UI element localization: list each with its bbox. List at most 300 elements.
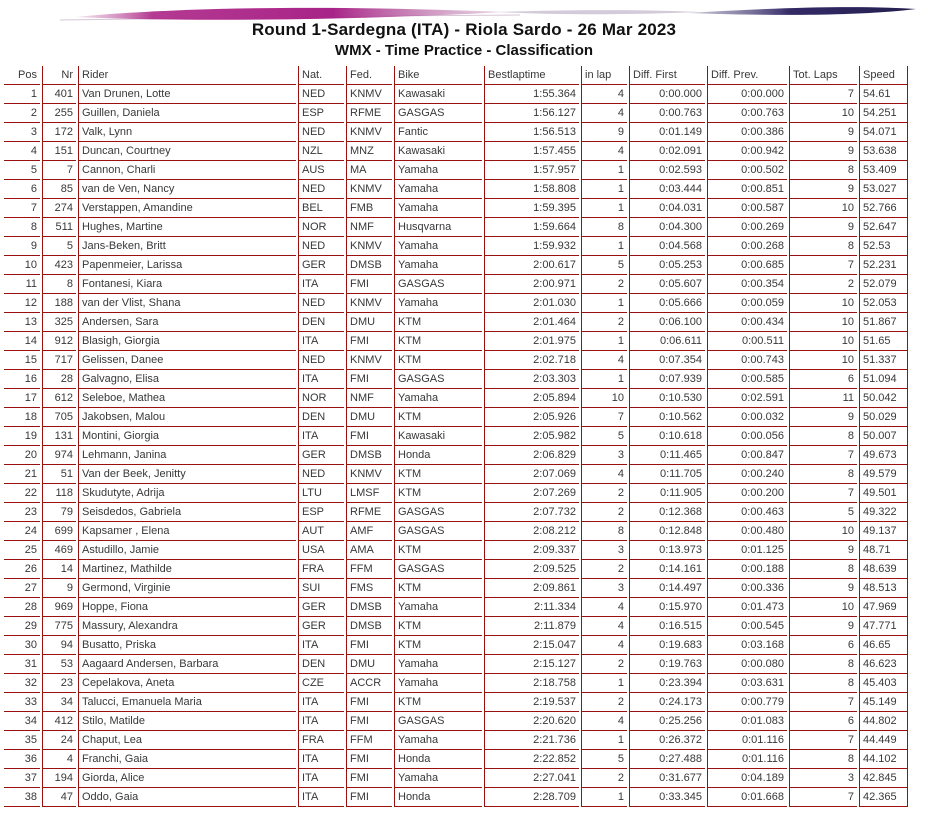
cell-diff-first: 0:16.515 bbox=[629, 617, 705, 636]
cell-nat: CZE bbox=[298, 674, 344, 693]
cell-pos: 36 bbox=[4, 750, 40, 769]
cell-tot-laps: 10 bbox=[789, 598, 857, 617]
cell-diff-prev: 0:00.188 bbox=[707, 560, 787, 579]
column-header-bestlaptime: Bestlaptime bbox=[484, 66, 579, 85]
cell-in-lap: 7 bbox=[581, 408, 627, 427]
column-header-diff-prev: Diff. Prev. bbox=[707, 66, 787, 85]
cell-in-lap: 4 bbox=[581, 598, 627, 617]
cell-rider: Gelissen, Danee bbox=[78, 351, 296, 370]
cell-speed: 54.071 bbox=[859, 123, 908, 142]
cell-speed: 51.094 bbox=[859, 370, 908, 389]
cell-pos: 27 bbox=[4, 579, 40, 598]
cell-tot-laps: 6 bbox=[789, 712, 857, 731]
cell-fed: AMF bbox=[346, 522, 392, 541]
cell-rider: Guillen, Daniela bbox=[78, 104, 296, 123]
cell-tot-laps: 9 bbox=[789, 218, 857, 237]
table-row bbox=[4, 199, 908, 218]
cell-tot-laps: 10 bbox=[789, 199, 857, 218]
cell-in-lap: 9 bbox=[581, 123, 627, 142]
cell-nat: NED bbox=[298, 85, 344, 104]
cell-speed: 52.079 bbox=[859, 275, 908, 294]
cell-bike: Kawasaki bbox=[394, 427, 482, 446]
table-row bbox=[4, 522, 908, 541]
column-header-speed: Speed bbox=[859, 66, 908, 85]
table-row bbox=[4, 598, 908, 617]
cell-nr: 118 bbox=[42, 484, 76, 503]
cell-nat: GER bbox=[298, 256, 344, 275]
cell-diff-first: 0:11.705 bbox=[629, 465, 705, 484]
cell-bike: KTM bbox=[394, 465, 482, 484]
cell-bike: KTM bbox=[394, 617, 482, 636]
cell-diff-first: 0:27.488 bbox=[629, 750, 705, 769]
cell-in-lap: 2 bbox=[581, 313, 627, 332]
cell-bike: KTM bbox=[394, 541, 482, 560]
cell-diff-prev: 0:00.779 bbox=[707, 693, 787, 712]
table-header-row bbox=[4, 66, 908, 85]
page-title: Round 1-Sardegna (ITA) - Riola Sardo - 26 Mar 2023 bbox=[251, 20, 677, 39]
cell-bestlaptime: 1:58.808 bbox=[484, 180, 579, 199]
cell-fed: FMI bbox=[346, 750, 392, 769]
cell-nr: 469 bbox=[42, 541, 76, 560]
cell-in-lap: 2 bbox=[581, 693, 627, 712]
cell-nr: 28 bbox=[42, 370, 76, 389]
cell-nr: 423 bbox=[42, 256, 76, 275]
cell-nat: ITA bbox=[298, 750, 344, 769]
cell-diff-prev: 0:00.685 bbox=[707, 256, 787, 275]
cell-bestlaptime: 1:57.957 bbox=[484, 161, 579, 180]
cell-nat: GER bbox=[298, 446, 344, 465]
cell-bike: GASGAS bbox=[394, 370, 482, 389]
cell-rider: Franchi, Gaia bbox=[78, 750, 296, 769]
table-row bbox=[4, 237, 908, 256]
cell-rider: Lehmann, Janina bbox=[78, 446, 296, 465]
cell-in-lap: 3 bbox=[581, 446, 627, 465]
cell-diff-first: 0:00.000 bbox=[629, 85, 705, 104]
cell-fed: FMI bbox=[346, 636, 392, 655]
cell-speed: 53.409 bbox=[859, 161, 908, 180]
column-header-diff-first: Diff. First bbox=[629, 66, 705, 85]
cell-bestlaptime: 2:06.829 bbox=[484, 446, 579, 465]
cell-tot-laps: 7 bbox=[789, 256, 857, 275]
cell-pos: 8 bbox=[4, 218, 40, 237]
cell-diff-prev: 0:00.386 bbox=[707, 123, 787, 142]
cell-bike: Fantic bbox=[394, 123, 482, 142]
cell-speed: 44.802 bbox=[859, 712, 908, 731]
cell-tot-laps: 9 bbox=[789, 180, 857, 199]
cell-in-lap: 2 bbox=[581, 560, 627, 579]
cell-diff-first: 0:19.683 bbox=[629, 636, 705, 655]
table-row bbox=[4, 427, 908, 446]
cell-nr: 172 bbox=[42, 123, 76, 142]
cell-in-lap: 4 bbox=[581, 712, 627, 731]
cell-in-lap: 8 bbox=[581, 218, 627, 237]
cell-fed: FMS bbox=[346, 579, 392, 598]
cell-diff-first: 0:26.372 bbox=[629, 731, 705, 750]
cell-nat: BEL bbox=[298, 199, 344, 218]
cell-rider: Martinez, Mathilde bbox=[78, 560, 296, 579]
cell-diff-prev: 0:00.434 bbox=[707, 313, 787, 332]
cell-nr: 255 bbox=[42, 104, 76, 123]
cell-bike: Kawasaki bbox=[394, 142, 482, 161]
cell-nr: 717 bbox=[42, 351, 76, 370]
cell-fed: DMSB bbox=[346, 446, 392, 465]
cell-diff-first: 0:10.530 bbox=[629, 389, 705, 408]
cell-pos: 6 bbox=[4, 180, 40, 199]
cell-nat: AUS bbox=[298, 161, 344, 180]
cell-nr: 4 bbox=[42, 750, 76, 769]
cell-bestlaptime: 2:18.758 bbox=[484, 674, 579, 693]
cell-fed: FMI bbox=[346, 693, 392, 712]
cell-speed: 48.639 bbox=[859, 560, 908, 579]
cell-bestlaptime: 1:59.664 bbox=[484, 218, 579, 237]
cell-rider: van der Vlist, Shana bbox=[78, 294, 296, 313]
classification-table bbox=[2, 66, 910, 807]
cell-diff-prev: 0:01.083 bbox=[707, 712, 787, 731]
cell-bike: KTM bbox=[394, 332, 482, 351]
cell-rider: Seleboe, Mathea bbox=[78, 389, 296, 408]
cell-bestlaptime: 2:01.030 bbox=[484, 294, 579, 313]
cell-in-lap: 8 bbox=[581, 522, 627, 541]
cell-bike: Yamaha bbox=[394, 161, 482, 180]
cell-nr: 24 bbox=[42, 731, 76, 750]
cell-bestlaptime: 2:08.212 bbox=[484, 522, 579, 541]
cell-bestlaptime: 2:01.975 bbox=[484, 332, 579, 351]
cell-tot-laps: 9 bbox=[789, 617, 857, 636]
cell-nr: 7 bbox=[42, 161, 76, 180]
table-row bbox=[4, 123, 908, 142]
cell-bestlaptime: 1:56.513 bbox=[484, 123, 579, 142]
cell-diff-first: 0:05.253 bbox=[629, 256, 705, 275]
cell-fed: KNMV bbox=[346, 237, 392, 256]
cell-tot-laps: 6 bbox=[789, 636, 857, 655]
cell-fed: FMB bbox=[346, 199, 392, 218]
cell-pos: 31 bbox=[4, 655, 40, 674]
table-head bbox=[4, 66, 908, 85]
cell-pos: 23 bbox=[4, 503, 40, 522]
cell-fed: FFM bbox=[346, 731, 392, 750]
cell-speed: 50.042 bbox=[859, 389, 908, 408]
cell-speed: 45.149 bbox=[859, 693, 908, 712]
cell-diff-first: 0:24.173 bbox=[629, 693, 705, 712]
table-row bbox=[4, 218, 908, 237]
cell-nr: 412 bbox=[42, 712, 76, 731]
cell-speed: 47.771 bbox=[859, 617, 908, 636]
cell-tot-laps: 11 bbox=[789, 389, 857, 408]
table-row bbox=[4, 465, 908, 484]
cell-fed: DMSB bbox=[346, 256, 392, 275]
cell-diff-prev: 0:00.200 bbox=[707, 484, 787, 503]
cell-pos: 30 bbox=[4, 636, 40, 655]
cell-speed: 52.231 bbox=[859, 256, 908, 275]
cell-bike: Honda bbox=[394, 750, 482, 769]
cell-diff-first: 0:15.970 bbox=[629, 598, 705, 617]
cell-rider: Aagaard Andersen, Barbara bbox=[78, 655, 296, 674]
cell-diff-first: 0:10.618 bbox=[629, 427, 705, 446]
cell-diff-first: 0:05.607 bbox=[629, 275, 705, 294]
cell-nr: 612 bbox=[42, 389, 76, 408]
cell-fed: FMI bbox=[346, 788, 392, 807]
cell-tot-laps: 8 bbox=[789, 674, 857, 693]
cell-nr: 969 bbox=[42, 598, 76, 617]
cell-fed: KNMV bbox=[346, 180, 392, 199]
cell-in-lap: 1 bbox=[581, 788, 627, 807]
cell-in-lap: 1 bbox=[581, 199, 627, 218]
cell-speed: 50.007 bbox=[859, 427, 908, 446]
cell-bike: Honda bbox=[394, 446, 482, 465]
cell-fed: FMI bbox=[346, 275, 392, 294]
cell-fed: LMSF bbox=[346, 484, 392, 503]
table-row bbox=[4, 85, 908, 104]
cell-nr: 85 bbox=[42, 180, 76, 199]
cell-bike: Yamaha bbox=[394, 199, 482, 218]
table-row bbox=[4, 731, 908, 750]
cell-in-lap: 4 bbox=[581, 142, 627, 161]
cell-nr: 699 bbox=[42, 522, 76, 541]
cell-nat: ESP bbox=[298, 503, 344, 522]
cell-rider: Germond, Virginie bbox=[78, 579, 296, 598]
cell-diff-first: 0:12.848 bbox=[629, 522, 705, 541]
cell-rider: Fontanesi, Kiara bbox=[78, 275, 296, 294]
cell-bike: KTM bbox=[394, 313, 482, 332]
cell-tot-laps: 8 bbox=[789, 560, 857, 579]
cell-tot-laps: 9 bbox=[789, 123, 857, 142]
cell-diff-prev: 0:01.125 bbox=[707, 541, 787, 560]
cell-diff-prev: 0:00.851 bbox=[707, 180, 787, 199]
cell-tot-laps: 7 bbox=[789, 85, 857, 104]
cell-pos: 15 bbox=[4, 351, 40, 370]
cell-bike: Honda bbox=[394, 788, 482, 807]
cell-nat: NED bbox=[298, 351, 344, 370]
cell-nr: 14 bbox=[42, 560, 76, 579]
cell-speed: 49.673 bbox=[859, 446, 908, 465]
cell-diff-prev: 0:00.587 bbox=[707, 199, 787, 218]
cell-bike: Yamaha bbox=[394, 674, 482, 693]
cell-nr: 8 bbox=[42, 275, 76, 294]
cell-diff-prev: 0:00.480 bbox=[707, 522, 787, 541]
cell-in-lap: 2 bbox=[581, 484, 627, 503]
column-header-bike: Bike bbox=[394, 66, 482, 85]
cell-tot-laps: 10 bbox=[789, 522, 857, 541]
cell-diff-first: 0:01.149 bbox=[629, 123, 705, 142]
cell-rider: Talucci, Emanuela Maria bbox=[78, 693, 296, 712]
cell-nat: ITA bbox=[298, 788, 344, 807]
cell-pos: 5 bbox=[4, 161, 40, 180]
cell-pos: 19 bbox=[4, 427, 40, 446]
cell-pos: 13 bbox=[4, 313, 40, 332]
cell-rider: Van Drunen, Lotte bbox=[78, 85, 296, 104]
cell-diff-prev: 0:00.502 bbox=[707, 161, 787, 180]
cell-bestlaptime: 1:59.932 bbox=[484, 237, 579, 256]
cell-in-lap: 2 bbox=[581, 503, 627, 522]
cell-pos: 29 bbox=[4, 617, 40, 636]
cell-rider: Seisdedos, Gabriela bbox=[78, 503, 296, 522]
cell-nr: 47 bbox=[42, 788, 76, 807]
cell-nr: 511 bbox=[42, 218, 76, 237]
cell-nat: ITA bbox=[298, 427, 344, 446]
cell-speed: 51.65 bbox=[859, 332, 908, 351]
cell-in-lap: 10 bbox=[581, 389, 627, 408]
cell-tot-laps: 2 bbox=[789, 275, 857, 294]
cell-fed: NMF bbox=[346, 218, 392, 237]
cell-in-lap: 1 bbox=[581, 370, 627, 389]
column-header-rider: Rider bbox=[78, 66, 296, 85]
cell-nat: NED bbox=[298, 180, 344, 199]
cell-nr: 9 bbox=[42, 579, 76, 598]
column-header-in-lap: in lap bbox=[581, 66, 627, 85]
cell-pos: 16 bbox=[4, 370, 40, 389]
cell-pos: 4 bbox=[4, 142, 40, 161]
cell-nat: NZL bbox=[298, 142, 344, 161]
cell-bestlaptime: 2:15.127 bbox=[484, 655, 579, 674]
cell-fed: FMI bbox=[346, 370, 392, 389]
cell-bestlaptime: 2:20.620 bbox=[484, 712, 579, 731]
cell-nr: 194 bbox=[42, 769, 76, 788]
cell-nat: NED bbox=[298, 123, 344, 142]
cell-bike: KTM bbox=[394, 484, 482, 503]
column-header-nat: Nat. bbox=[298, 66, 344, 85]
cell-speed: 47.969 bbox=[859, 598, 908, 617]
table-row bbox=[4, 788, 908, 807]
cell-diff-prev: 0:00.000 bbox=[707, 85, 787, 104]
cell-tot-laps: 9 bbox=[789, 408, 857, 427]
cell-nr: 79 bbox=[42, 503, 76, 522]
cell-tot-laps: 10 bbox=[789, 104, 857, 123]
cell-bestlaptime: 2:05.894 bbox=[484, 389, 579, 408]
cell-tot-laps: 9 bbox=[789, 541, 857, 560]
cell-in-lap: 1 bbox=[581, 731, 627, 750]
table-row bbox=[4, 712, 908, 731]
cell-fed: DMU bbox=[346, 655, 392, 674]
cell-pos: 1 bbox=[4, 85, 40, 104]
cell-diff-prev: 0:01.116 bbox=[707, 750, 787, 769]
cell-rider: Duncan, Courtney bbox=[78, 142, 296, 161]
cell-nat: NOR bbox=[298, 389, 344, 408]
cell-rider: Blasigh, Giorgia bbox=[78, 332, 296, 351]
cell-in-lap: 3 bbox=[581, 541, 627, 560]
cell-fed: FMI bbox=[346, 769, 392, 788]
table-row bbox=[4, 142, 908, 161]
cell-diff-prev: 0:00.545 bbox=[707, 617, 787, 636]
cell-rider: Stilo, Matilde bbox=[78, 712, 296, 731]
cell-in-lap: 4 bbox=[581, 85, 627, 104]
cell-nr: 775 bbox=[42, 617, 76, 636]
cell-fed: FMI bbox=[346, 712, 392, 731]
cell-rider: Papenmeier, Larissa bbox=[78, 256, 296, 275]
cell-bike: KTM bbox=[394, 408, 482, 427]
cell-diff-first: 0:04.568 bbox=[629, 237, 705, 256]
cell-in-lap: 3 bbox=[581, 579, 627, 598]
cell-diff-first: 0:04.031 bbox=[629, 199, 705, 218]
cell-bestlaptime: 2:09.525 bbox=[484, 560, 579, 579]
cell-bestlaptime: 2:15.047 bbox=[484, 636, 579, 655]
cell-bike: Yamaha bbox=[394, 237, 482, 256]
cell-in-lap: 4 bbox=[581, 465, 627, 484]
cell-nr: 188 bbox=[42, 294, 76, 313]
cell-diff-prev: 0:00.336 bbox=[707, 579, 787, 598]
cell-bike: Husqvarna bbox=[394, 218, 482, 237]
cell-in-lap: 1 bbox=[581, 180, 627, 199]
cell-nat: NOR bbox=[298, 218, 344, 237]
cell-bike: Yamaha bbox=[394, 598, 482, 617]
cell-pos: 24 bbox=[4, 522, 40, 541]
table-row bbox=[4, 389, 908, 408]
cell-diff-first: 0:13.973 bbox=[629, 541, 705, 560]
cell-nr: 53 bbox=[42, 655, 76, 674]
table-row bbox=[4, 769, 908, 788]
cell-rider: Galvagno, Elisa bbox=[78, 370, 296, 389]
cell-diff-first: 0:19.763 bbox=[629, 655, 705, 674]
cell-fed: ACCR bbox=[346, 674, 392, 693]
cell-bike: Kawasaki bbox=[394, 85, 482, 104]
cell-rider: Valk, Lynn bbox=[78, 123, 296, 142]
cell-nat: ITA bbox=[298, 693, 344, 712]
cell-pos: 37 bbox=[4, 769, 40, 788]
cell-pos: 7 bbox=[4, 199, 40, 218]
cell-nat: NED bbox=[298, 294, 344, 313]
cell-fed: MNZ bbox=[346, 142, 392, 161]
cell-bestlaptime: 2:05.926 bbox=[484, 408, 579, 427]
cell-pos: 9 bbox=[4, 237, 40, 256]
cell-nat: DEN bbox=[298, 313, 344, 332]
table-row bbox=[4, 750, 908, 769]
cell-diff-first: 0:23.394 bbox=[629, 674, 705, 693]
cell-tot-laps: 7 bbox=[789, 446, 857, 465]
cell-rider: Chaput, Lea bbox=[78, 731, 296, 750]
cell-diff-first: 0:10.562 bbox=[629, 408, 705, 427]
column-header-fed: Fed. bbox=[346, 66, 392, 85]
cell-diff-first: 0:05.666 bbox=[629, 294, 705, 313]
cell-fed: RFME bbox=[346, 503, 392, 522]
cell-diff-first: 0:00.763 bbox=[629, 104, 705, 123]
cell-diff-prev: 0:00.743 bbox=[707, 351, 787, 370]
cell-nat: NED bbox=[298, 465, 344, 484]
cell-diff-first: 0:02.091 bbox=[629, 142, 705, 161]
cell-nr: 34 bbox=[42, 693, 76, 712]
cell-speed: 49.322 bbox=[859, 503, 908, 522]
cell-nr: 274 bbox=[42, 199, 76, 218]
cell-bestlaptime: 2:03.303 bbox=[484, 370, 579, 389]
cell-bike: GASGAS bbox=[394, 104, 482, 123]
cell-rider: Oddo, Gaia bbox=[78, 788, 296, 807]
table-row bbox=[4, 161, 908, 180]
cell-nat: ITA bbox=[298, 370, 344, 389]
cell-speed: 49.579 bbox=[859, 465, 908, 484]
cell-nat: NED bbox=[298, 237, 344, 256]
cell-tot-laps: 6 bbox=[789, 370, 857, 389]
cell-speed: 49.137 bbox=[859, 522, 908, 541]
cell-nr: 325 bbox=[42, 313, 76, 332]
cell-speed: 45.403 bbox=[859, 674, 908, 693]
cell-pos: 2 bbox=[4, 104, 40, 123]
cell-bike: Yamaha bbox=[394, 180, 482, 199]
table-row bbox=[4, 294, 908, 313]
cell-pos: 12 bbox=[4, 294, 40, 313]
cell-rider: Montini, Giorgia bbox=[78, 427, 296, 446]
cell-tot-laps: 7 bbox=[789, 731, 857, 750]
cell-fed: KNMV bbox=[346, 85, 392, 104]
cell-rider: van de Ven, Nancy bbox=[78, 180, 296, 199]
cell-fed: DMSB bbox=[346, 617, 392, 636]
cell-diff-first: 0:03.444 bbox=[629, 180, 705, 199]
cell-diff-prev: 0:00.763 bbox=[707, 104, 787, 123]
cell-fed: KNMV bbox=[346, 123, 392, 142]
cell-diff-first: 0:14.161 bbox=[629, 560, 705, 579]
cell-speed: 50.029 bbox=[859, 408, 908, 427]
cell-pos: 18 bbox=[4, 408, 40, 427]
cell-rider: Massury, Alexandra bbox=[78, 617, 296, 636]
cell-in-lap: 5 bbox=[581, 750, 627, 769]
cell-diff-first: 0:14.497 bbox=[629, 579, 705, 598]
